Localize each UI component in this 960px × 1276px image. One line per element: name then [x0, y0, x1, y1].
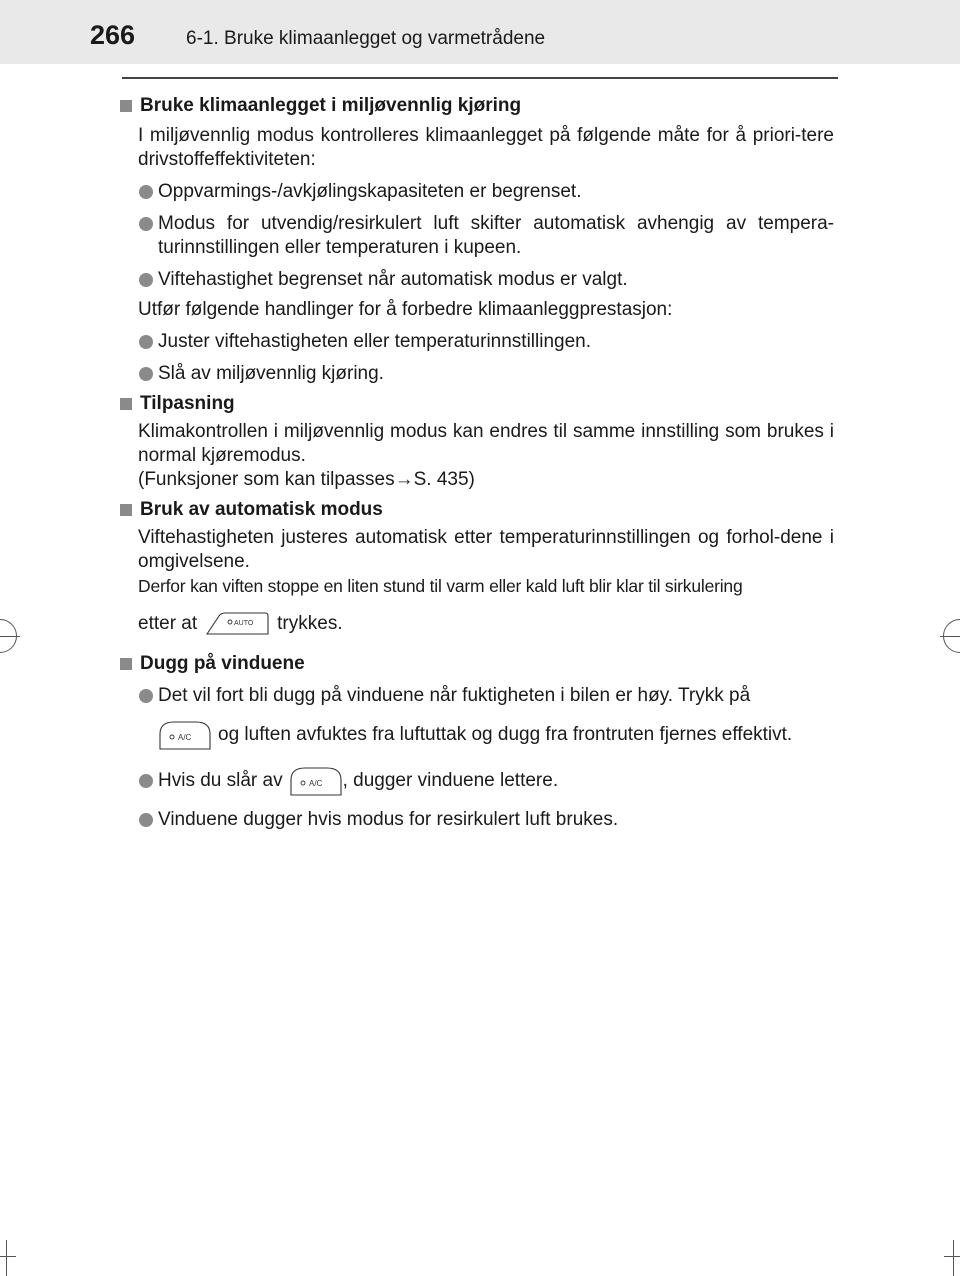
eco-intro: I miljøvennlig modus kontrolleres klimaanlegget på følgende måte for å priori-tere drivstoffeffektiviteten: [138, 125, 834, 170]
header-rule [122, 77, 838, 79]
svg-text:A/C: A/C [178, 733, 192, 742]
content [118, 88, 834, 832]
registration-mark [0, 619, 17, 653]
customize-text: Klimakontrollen i miljøvennlig modus kan endres til samme innstilling som brukes i normal kjøremodus. (Funksjoner som kan tilpasses→S. 435) [138, 421, 834, 490]
fog-title: Dugg på vinduene [140, 653, 305, 674]
list-item: Det vil fort bli dugg på vinduene når fuktigheten i bilen er høy. Trykk på A/C og luften avfuktes fra luftuttak og dugg fra frontruten fjernes effektivt. [118, 684, 834, 750]
eco-steps-intro: Utfør følgende handlinger for å forbedre klimaanleggprestasjon: [138, 299, 673, 320]
crop-mark [6, 1240, 7, 1276]
customize-heading [118, 392, 834, 416]
eco-title: Bruke klimaanlegget i miljøvennlig kjøring [140, 95, 522, 116]
crop-mark [944, 1256, 960, 1257]
bullet-dot-icon [139, 689, 153, 703]
customize-ref: (Funksjoner som kan tilpasses→S. 435) [138, 469, 475, 490]
bullet-dot-icon [139, 367, 153, 381]
auto-note: Derfor kan viften stoppe en liten stund til varm eller kald luft blir klar til sirkulering [138, 576, 743, 596]
crop-mark [953, 1240, 954, 1276]
customize-title: Tilpasning [140, 393, 235, 414]
list-item: Juster viftehastigheten eller temperaturinnstillingen. [118, 330, 834, 354]
auto-button-icon [205, 612, 269, 636]
auto-text: Viftehastigheten justeres automatisk etter temperaturinnstillingen og forhol-dene i omgivelsene. [138, 527, 834, 572]
bullet-dot-icon [139, 335, 153, 349]
registration-mark [943, 619, 960, 653]
page-number: 266 [90, 20, 136, 50]
ac-button-icon [158, 720, 212, 750]
bullet-dot-icon [139, 813, 153, 827]
auto-title: Bruk av automatisk modus [140, 499, 383, 520]
section-title: 6-1. Bruke klimaanlegget og varmetrådene [186, 28, 546, 49]
list-item: Oppvarmings-/avkjølingskapasiteten er begrenset. [118, 180, 834, 204]
auto-after: etter at AUTO trykkes. [138, 613, 343, 634]
svg-text:AUTO: AUTO [234, 620, 254, 627]
bullet-dot-icon [139, 217, 153, 231]
bullet-dot-icon [139, 185, 153, 199]
bullet-dot-icon [139, 774, 153, 788]
square-bullet-icon [120, 100, 132, 112]
list-item: Modus for utvendig/resirkulert luft skifter automatisk avhengig av tempera-turinnstillingen eller temperaturen i kupeen. [118, 212, 834, 260]
auto-heading [118, 498, 834, 522]
fog-heading [118, 652, 834, 676]
fog-b1-continuation: A/C og luften avfuktes fra luftuttak og dugg fra frontruten fjernes effektivt. [158, 720, 834, 750]
crop-mark [0, 1256, 16, 1257]
square-bullet-icon [120, 658, 132, 670]
eco-heading [118, 94, 834, 118]
bullet-dot-icon [139, 273, 153, 287]
ac-button-icon [289, 766, 343, 796]
svg-text:A/C: A/C [308, 779, 322, 788]
list-item: Hvis du slår av A/C , dugger vinduene lettere. [118, 766, 834, 796]
list-item: Slå av miljøvennlig kjøring. [118, 362, 834, 386]
square-bullet-icon [120, 398, 132, 410]
square-bullet-icon [120, 504, 132, 516]
list-item: Viftehastighet begrenset når automatisk modus er valgt. [118, 268, 834, 292]
list-item: Vinduene dugger hvis modus for resirkulert luft brukes. [118, 808, 834, 832]
